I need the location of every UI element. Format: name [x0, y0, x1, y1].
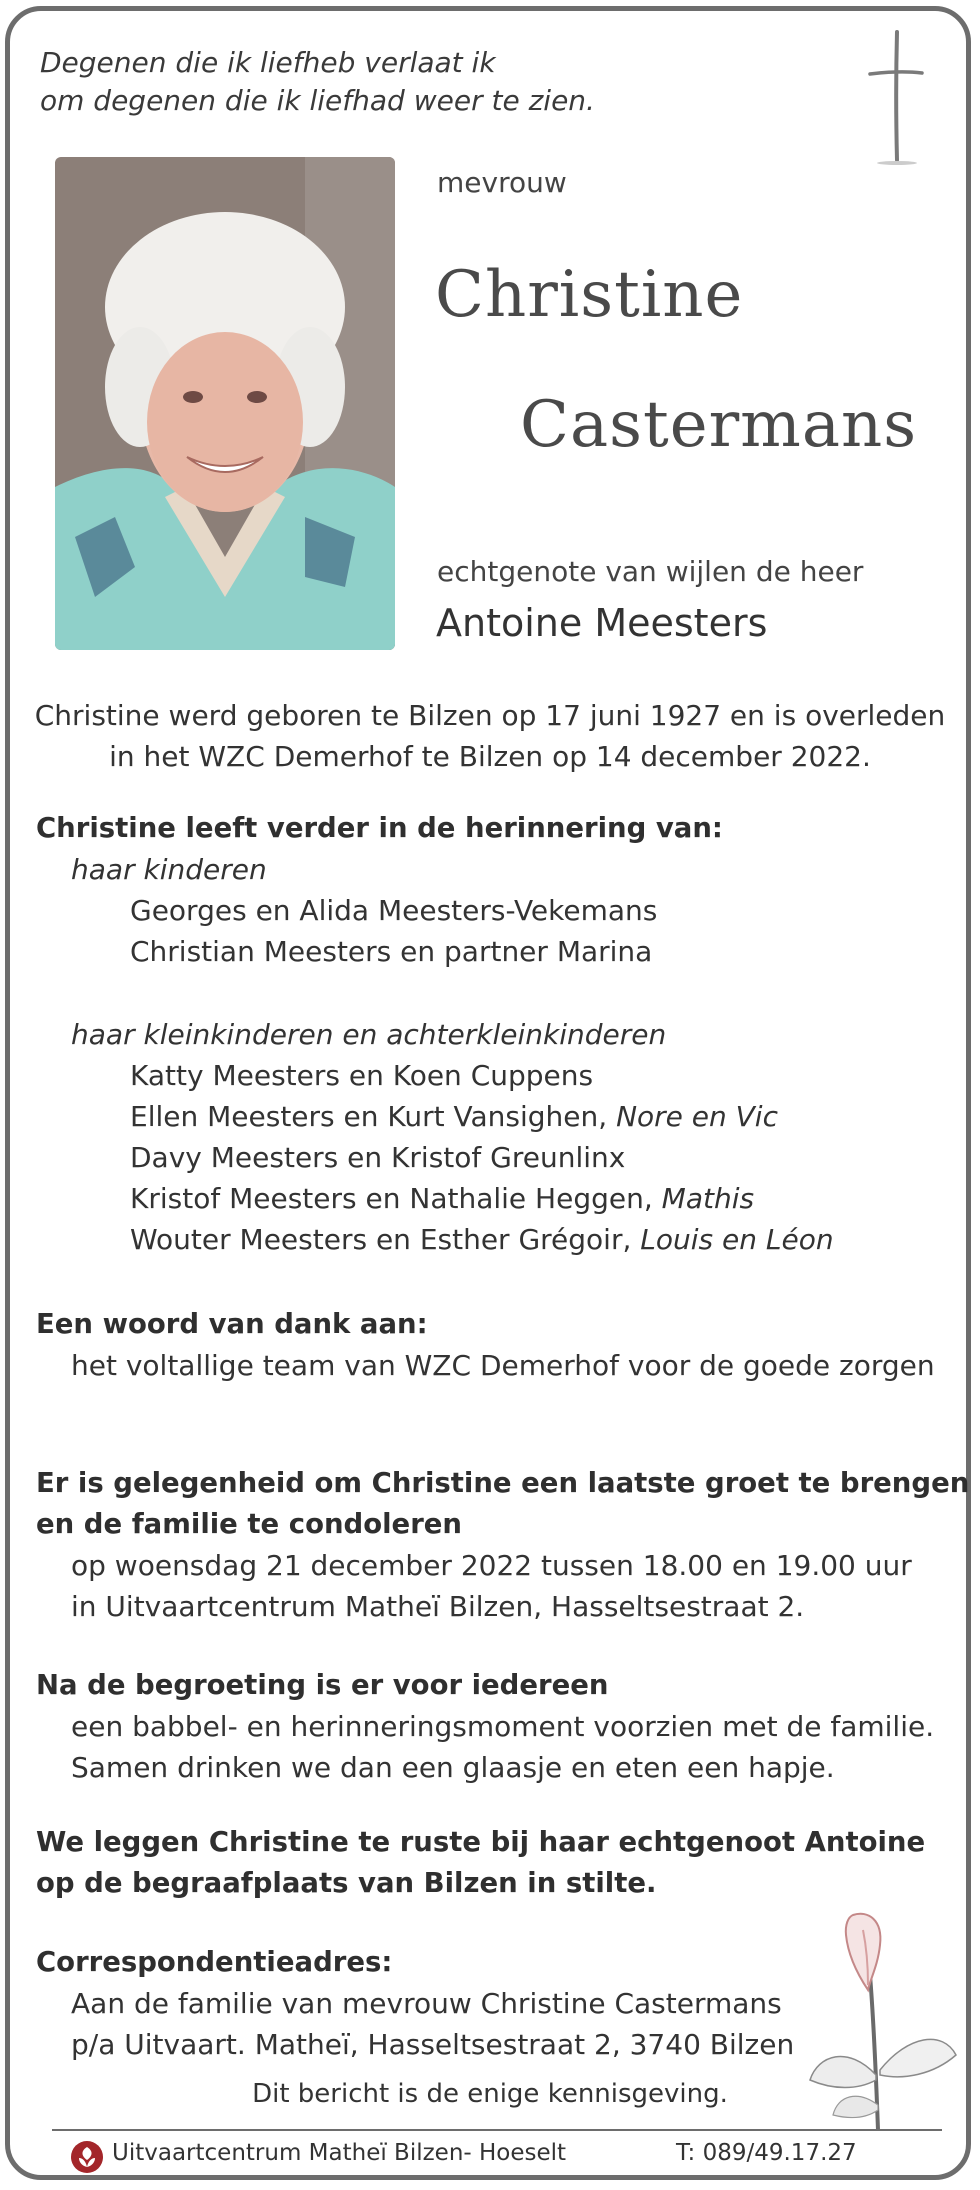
grandchild-entry — [130, 1096, 778, 1137]
burial-line-2: op de begraafplaats van Bilzen in stilte. — [36, 1867, 657, 1899]
gathering-line-1: een babbel- en herinneringsmoment voorzien met de familie. — [71, 1710, 935, 1743]
grandchild-names: Davy Meesters en Kristof Greunlinx — [130, 1141, 626, 1174]
visitation-heading-1: Er is gelegenheid om Christine een laatste groet te brengen — [36, 1467, 970, 1499]
last-name: Castermans — [520, 388, 918, 462]
burial-line-1: We leggen Christine te ruste bij haar echtgenoot Antoine — [36, 1826, 926, 1858]
closing-note: Dit bericht is de enige kennisgeving. — [252, 2079, 728, 2109]
grandchild-names: Kristof Meesters en Nathalie Heggen, — [130, 1182, 653, 1215]
funeral-home-name: Uitvaartcentrum Matheï Bilzen- Hoeselt — [112, 2140, 567, 2166]
spouse-intro: echtgenote van wijlen de heer — [437, 555, 864, 588]
grandchild-entry — [130, 1219, 834, 1260]
great-grandchildren: Nore en Vic — [616, 1100, 778, 1133]
grandchild-names: Katty Meesters en Koen Cuppens — [130, 1059, 594, 1092]
cross-icon — [866, 30, 926, 170]
grandchild-entry — [130, 1137, 625, 1178]
children-label: haar kinderen — [71, 853, 267, 886]
grandchild-names: Wouter Meesters en Esther Grégoir, — [130, 1223, 632, 1256]
child-entry: Christian Meesters en partner Marina — [130, 935, 653, 968]
great-grandchildren: Louis en Léon — [640, 1223, 834, 1256]
thanks-text: het voltallige team van WZC Demerhof voor de goede zorgen — [71, 1349, 935, 1382]
gathering-heading: Na de begroeting is er voor iedereen — [36, 1669, 609, 1701]
correspondence-line-2: p/a Uitvaart. Matheï, Hasseltsestraat 2, 3740 Bilzen — [71, 2028, 795, 2061]
motto — [40, 44, 740, 120]
portrait-photo — [55, 157, 395, 650]
remembrance-heading: Christine leeft verder in de herinnering van: — [36, 812, 723, 844]
honorific: mevrouw — [437, 166, 567, 199]
thanks-heading: Een woord van dank aan: — [36, 1308, 428, 1340]
birth-death-info — [30, 695, 950, 777]
spouse-name: Antoine Meesters — [436, 601, 768, 645]
funeral-home-logo-icon — [70, 2140, 104, 2174]
gathering-line-2: Samen drinken we dan een glaasje en eten een hapje. — [71, 1751, 835, 1784]
child-entry: Georges en Alida Meesters-Vekemans — [130, 894, 658, 927]
motto-line-1: Degenen die ik liefheb verlaat ik — [40, 46, 496, 79]
grandchild-names: Ellen Meesters en Kurt Vansighen, — [130, 1100, 608, 1133]
correspondence-heading: Correspondentieadres: — [36, 1946, 393, 1978]
first-name: Christine — [435, 258, 744, 332]
funeral-home-phone: T: 089/49.17.27 — [676, 2140, 857, 2166]
grandchild-entry — [130, 1178, 754, 1219]
motto-line-2: om degenen die ik liefhad weer te zien. — [40, 84, 595, 117]
visitation-location: in Uitvaartcentrum Matheï Bilzen, Hasseltsestraat 2. — [71, 1590, 805, 1623]
grandchild-entry — [130, 1055, 593, 1096]
birth-line-2: in het WZC Demerhof te Bilzen op 14 december 2022. — [109, 740, 871, 773]
visitation-heading-2: en de familie te condoleren — [36, 1508, 462, 1540]
great-grandchildren: Mathis — [661, 1182, 755, 1215]
grandchildren-label: haar kleinkinderen en achterkleinkinderen — [71, 1018, 667, 1051]
footer-divider — [52, 2129, 942, 2131]
birth-line-1: Christine werd geboren te Bilzen op 17 juni 1927 en is overleden — [34, 699, 946, 732]
correspondence-line-1: Aan de familie van mevrouw Christine Castermans — [71, 1987, 782, 2020]
visitation-date: op woensdag 21 december 2022 tussen 18.00 en 19.00 uur — [71, 1549, 912, 1582]
